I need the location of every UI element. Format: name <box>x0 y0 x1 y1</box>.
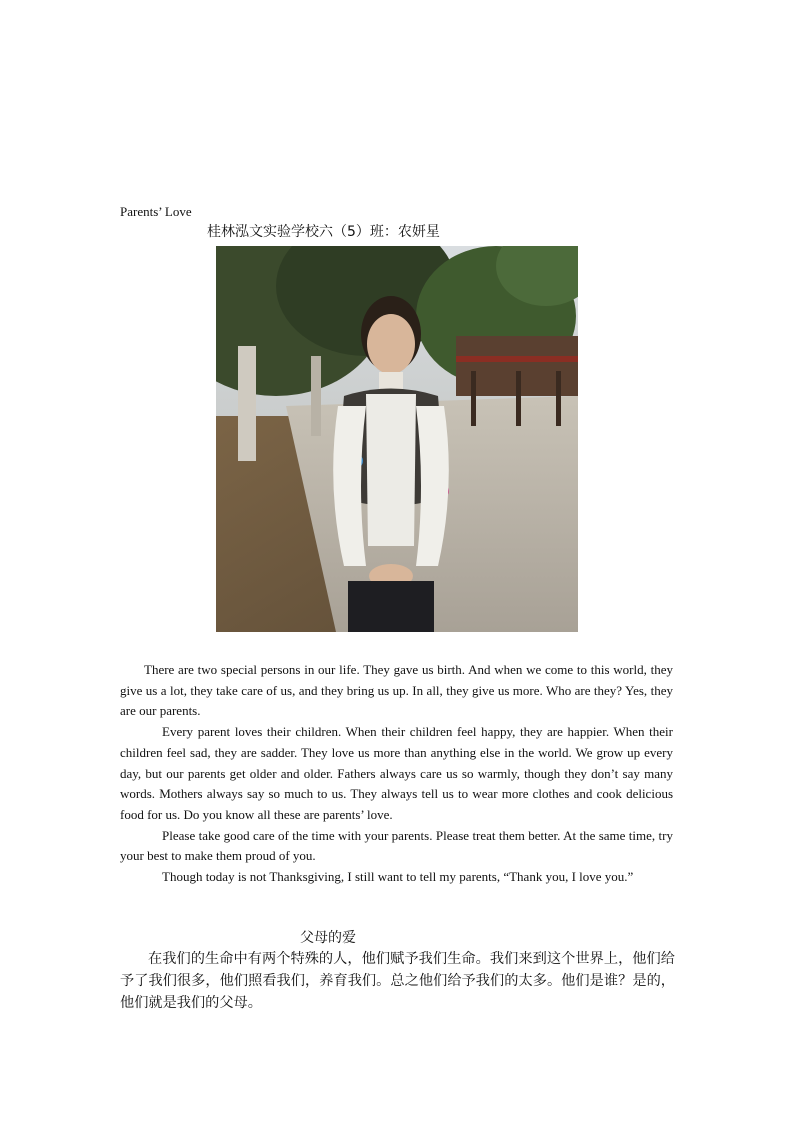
author-line: 桂林泓文实验学校六（5）班：农妍星 <box>207 224 440 240</box>
chinese-paragraph: 在我们的生命中有两个特殊的人，他们赋予我们生命。我们来到这个世界上，他们给予了我们很多，他们照看我们，养育我们。总之他们给予我们的太多。他们是谁？是的，他们就是我们的父母。 <box>120 951 675 1011</box>
english-paragraph: There are two special persons in our life. They gave us birth. And when we come to this world, they give us a lot, they take care of us, and they bring us up. In all, they give us more. Who are they? Yes, they are our parents. <box>120 662 673 719</box>
english-paragraph: Though today is not Thanksgiving, I still want to tell my parents, “Thank you, I love you.” <box>162 869 634 885</box>
chinese-title: 父母的爱 <box>300 930 356 946</box>
chinese-body <box>120 948 675 1014</box>
english-paragraph: Please take good care of the time with your parents. Please treat them better. At the same time, try your best to make them proud of you. <box>120 827 673 864</box>
english-paragraph: Every parent loves their children. When their children feel happy, they are happier. When their children feel sad, they are sadder. They love us more than anything else in the world. We grow up every day, but our parents get older and older. Fathers always care us so warmly, though they don’t say many words. Mothers always say so much to us. They always tell us to wear more clothes and cook delicious food for us. Do you know all these are parents’ love. <box>120 724 673 822</box>
english-title: Parents’ Love <box>120 204 192 219</box>
photo-girl-in-park <box>216 246 578 632</box>
english-body <box>120 660 673 888</box>
